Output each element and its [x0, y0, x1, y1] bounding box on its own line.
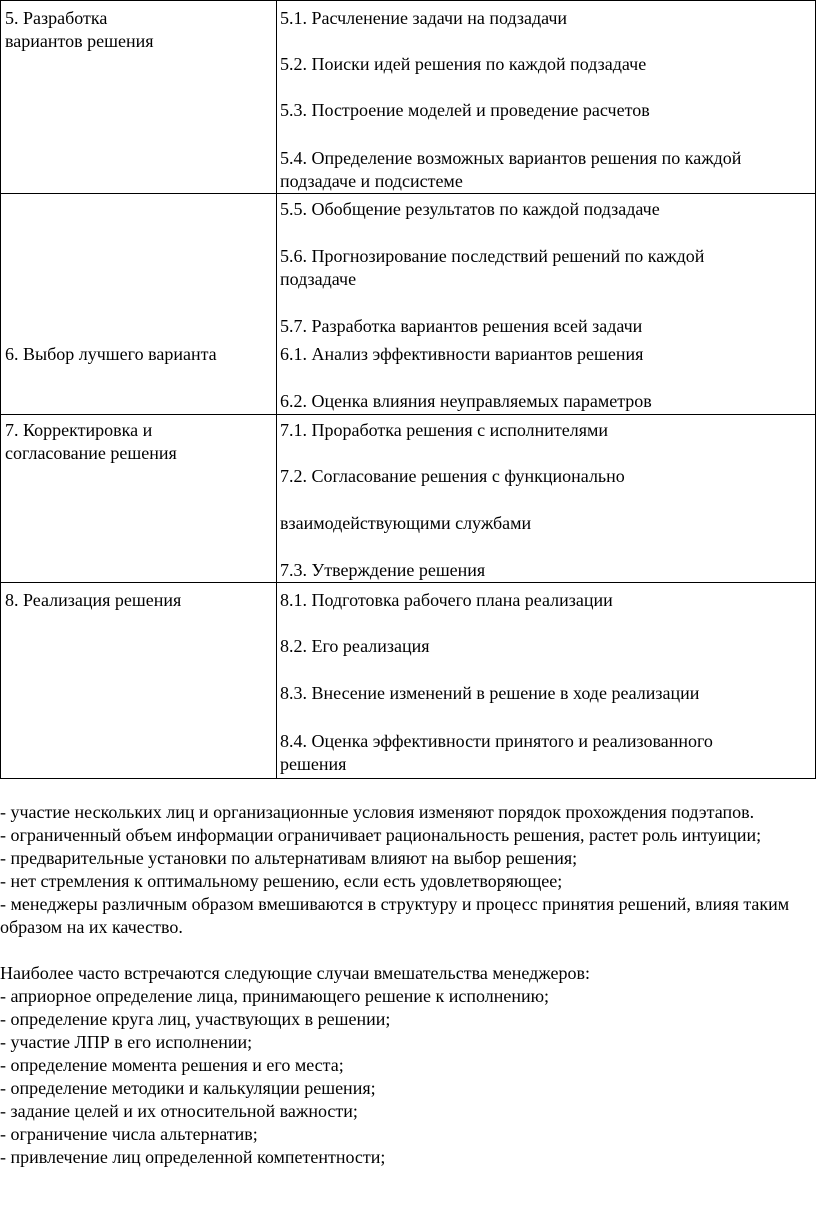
table-column-divider [276, 0, 277, 779]
step-item: 5.2. Поиски идей решения по каждой подзадаче [280, 54, 647, 74]
stage-label: вариантов решения [5, 31, 154, 51]
step-item: 5.3. Построение моделей и проведение расчетов [280, 100, 650, 120]
bullet-item: - ограничение числа альтернатив; [0, 1124, 258, 1144]
step-item: 7.2. Согласование решения с функционально [280, 466, 625, 486]
step-item-continuation: подзадаче и подсистеме [280, 171, 463, 191]
step-item: взаимодействующими службами [280, 513, 532, 533]
table-border-left [0, 0, 1, 779]
paragraph-gap [0, 939, 812, 962]
stage-label: 6. Выбор лучшего варианта [5, 344, 217, 364]
stage-label: согласование решения [5, 443, 177, 463]
body-text [0, 801, 812, 1169]
bullet-item: - менеджеры различным образом вмешиваются в структуру и процесс принятия решений, влияя таким образом на их качество. [0, 894, 790, 937]
row-divider [0, 193, 816, 194]
bullet-item: - участие нескольких лиц и организационные условия изменяют порядок прохождения подэтапов. [0, 802, 755, 822]
step-item: 5.6. Прогнозирование последствий решений по каждой [280, 246, 705, 266]
step-item: 5.1. Расчленение задачи на подзадачи [280, 8, 568, 28]
step-item: 7.3. Утверждение решения [280, 560, 486, 580]
step-item: 8.1. Подготовка рабочего плана реализации [280, 590, 613, 610]
step-item: 5.4. Определение возможных вариантов решения по каждой [280, 148, 742, 168]
row-divider [0, 582, 816, 583]
table-border-top [0, 0, 816, 1]
bullet-item: - привлечение лиц определенной компетентности; [0, 1147, 386, 1167]
table-border-bottom [0, 778, 816, 779]
bullet-item: - нет стремления к оптимальному решению, если есть удовлетворяющее; [0, 871, 563, 891]
bullet-item: - ограниченный объем информации ограничивает рациональность решения, растет роль интуиции; [0, 825, 762, 845]
bullet-item: - участие ЛПР в его исполнении; [0, 1032, 253, 1052]
stage-label: 7. Корректировка и [5, 420, 153, 440]
step-item-continuation: решения [280, 754, 347, 774]
step-item: 8.3. Внесение изменений в решение в ходе реализации [280, 683, 700, 703]
row-divider [0, 414, 816, 415]
step-item: 6.2. Оценка влияния неуправляемых параметров [280, 391, 652, 411]
bullet-item: - определение момента решения и его места; [0, 1055, 344, 1075]
bullet-item: - определение круга лиц, участвующих в решении; [0, 1009, 391, 1029]
paragraph-intro: Наиболее часто встречаются следующие случаи вмешательства менеджеров: [0, 963, 590, 983]
stage-label: 5. Разработка [5, 8, 108, 28]
step-item: 6.1. Анализ эффективности вариантов решения [280, 344, 644, 364]
step-item: 5.5. Обобщение результатов по каждой подзадаче [280, 199, 660, 219]
step-item: 8.2. Его реализация [280, 636, 430, 656]
stage-label: 8. Реализация решения [5, 590, 182, 610]
bullet-item: - задание целей и их относительной важности; [0, 1101, 358, 1121]
bullet-item: - предварительные установки по альтернативам влияют на выбор решения; [0, 848, 578, 868]
bullet-item: - определение методики и калькуляции решения; [0, 1078, 376, 1098]
step-item: 8.4. Оценка эффективности принятого и реализованного [280, 731, 713, 751]
step-item: 5.7. Разработка вариантов решения всей задачи [280, 316, 643, 336]
step-item-continuation: подзадаче [280, 269, 357, 289]
bullet-item: - априорное определение лица, принимающего решение к исполнению; [0, 986, 550, 1006]
step-item: 7.1. Проработка решения с исполнителями [280, 420, 609, 440]
